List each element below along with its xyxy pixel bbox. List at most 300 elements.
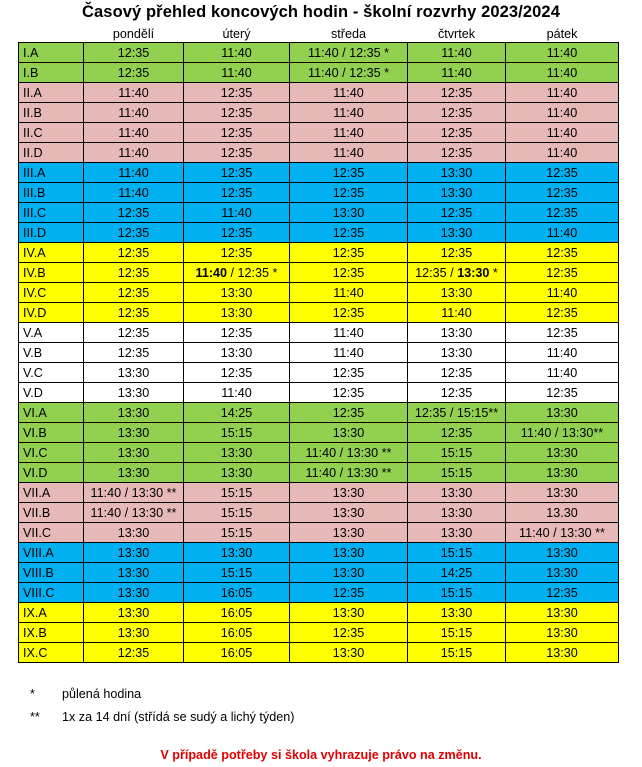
time-cell (184, 183, 290, 203)
table-row (19, 43, 619, 63)
time-text: 13:30 (440, 605, 473, 620)
time-cell (506, 263, 619, 283)
time-text: 13:30 (117, 545, 150, 560)
table-row (19, 523, 619, 543)
time-text: 11:40 (546, 125, 578, 140)
table-row (19, 323, 619, 343)
time-text: 13.30 (546, 505, 578, 520)
class-name-cell: I.B (19, 63, 84, 83)
time-cell (290, 603, 408, 623)
time-cell (84, 63, 184, 83)
time-cell (184, 123, 290, 143)
class-name-cell: VIII.C (19, 583, 84, 603)
time-cell (408, 203, 506, 223)
table-row (19, 63, 619, 83)
time-cell (184, 443, 290, 463)
time-text: 15:15 (440, 645, 473, 660)
time-cell (84, 303, 184, 323)
time-text: 12:35 (117, 325, 150, 340)
time-text: 15:15 (220, 505, 253, 520)
time-cell (184, 583, 290, 603)
legend-item (30, 687, 141, 701)
header-day: čtvrtek (437, 26, 476, 41)
time-text: 13:30 (332, 525, 365, 540)
time-cell (84, 463, 184, 483)
time-cell (408, 43, 506, 63)
time-text: 12:35 (332, 405, 365, 420)
time-text: 11:40 (118, 85, 149, 100)
time-text: 11:40 (546, 85, 578, 100)
time-cell (408, 403, 506, 423)
time-text: 13:30 (220, 465, 253, 480)
time-cell (506, 583, 619, 603)
time-text: 12:35 (117, 205, 150, 220)
time-cell (290, 263, 408, 283)
time-text: 11:40 / 13:30 ** (90, 505, 177, 520)
time-cell (506, 63, 619, 83)
time-text: 12:35 (117, 65, 150, 80)
header-day: pátek (546, 26, 578, 41)
time-cell (290, 143, 408, 163)
time-text: 11:40 / 13:30 ** (305, 445, 392, 460)
time-text: 12:35 / (415, 265, 458, 280)
time-text: 15:15 (220, 425, 253, 440)
time-text: 13:30 (332, 605, 365, 620)
page-title: Časový přehled koncových hodin - školní rozvrhy 2023/2024 (82, 3, 560, 21)
time-text: 12:35 (440, 105, 473, 120)
time-text: 12:35 (117, 245, 150, 260)
time-text: 13:30 (440, 325, 473, 340)
time-cell (184, 303, 290, 323)
time-cell (184, 603, 290, 623)
time-text: 11:40 (546, 145, 578, 160)
time-text: 11:40 (221, 205, 252, 220)
time-cell (290, 243, 408, 263)
time-cell (408, 423, 506, 443)
time-cell (506, 223, 619, 243)
time-text: 11:40 (221, 45, 252, 60)
time-cell (184, 383, 290, 403)
time-text: * (489, 265, 498, 280)
time-text: 13:30 (332, 645, 365, 660)
time-cell (506, 183, 619, 203)
time-cell (506, 563, 619, 583)
time-text: 15:15 (440, 625, 473, 640)
class-name-cell: VIII.A (19, 543, 84, 563)
time-cell (408, 503, 506, 523)
class-name-cell: V.B (19, 343, 84, 363)
time-text: 12:35 (117, 645, 150, 660)
table-row (19, 123, 619, 143)
time-text: 12:35 (332, 385, 365, 400)
legend-symbol: * (30, 687, 35, 701)
time-text: 11:40 (546, 345, 578, 360)
legend-text: 1x za 14 dní (střídá se sudý a lichý týden) (62, 710, 295, 724)
time-cell (184, 283, 290, 303)
header-day: úterý (222, 26, 251, 41)
time-cell (84, 283, 184, 303)
time-cell (408, 623, 506, 643)
time-cell (408, 323, 506, 343)
class-name-cell: IX.C (19, 643, 84, 663)
time-cell (84, 423, 184, 443)
time-text: 11:40 (221, 385, 252, 400)
time-cell (290, 583, 408, 603)
time-text: 13:30 (220, 305, 253, 320)
time-cell (84, 163, 184, 183)
class-name-cell: II.C (19, 123, 84, 143)
table-row (19, 163, 619, 183)
time-cell (184, 343, 290, 363)
time-cell (84, 143, 184, 163)
time-text: 13:30 (546, 625, 578, 640)
time-cell (290, 103, 408, 123)
time-text: 13:30 (332, 545, 365, 560)
time-cell (506, 243, 619, 263)
time-cell (506, 603, 619, 623)
table-row (19, 143, 619, 163)
time-text: 12:35 (332, 305, 365, 320)
class-name-cell: IX.A (19, 603, 84, 623)
time-cell (84, 483, 184, 503)
time-text: 13:30 (546, 445, 578, 460)
time-text: 13:30 (117, 625, 150, 640)
legend-symbol: ** (30, 710, 40, 724)
time-cell (290, 643, 408, 663)
time-text: 13:30 (546, 465, 578, 480)
table-row (19, 583, 619, 603)
time-cell (84, 343, 184, 363)
time-text: 13:30 (440, 225, 473, 240)
time-cell (84, 523, 184, 543)
time-cell (290, 423, 408, 443)
time-text: 16:05 (220, 585, 253, 600)
time-text: 11:40 (221, 65, 252, 80)
time-text: 12:35 (440, 125, 473, 140)
time-cell (184, 63, 290, 83)
table-row (19, 543, 619, 563)
header-day: středa (330, 26, 366, 41)
table-row (19, 343, 619, 363)
time-text: 12:35 (546, 305, 578, 320)
time-cell (290, 463, 408, 483)
time-cell (408, 563, 506, 583)
time-text: 11:40 (546, 65, 578, 80)
time-text: 13:30 (332, 485, 365, 500)
time-cell (408, 343, 506, 363)
time-text: 11:40 (441, 65, 472, 80)
time-text: 13:30 (117, 605, 150, 620)
time-cell (290, 203, 408, 223)
time-cell (84, 443, 184, 463)
class-name-cell: V.C (19, 363, 84, 383)
time-text: 12:35 (546, 205, 578, 220)
time-text: 11:40 (118, 145, 149, 160)
time-cell (184, 503, 290, 523)
time-text: 13:30 (332, 505, 365, 520)
time-text: 12:35 (117, 305, 150, 320)
time-cell (184, 643, 290, 663)
time-cell (290, 123, 408, 143)
time-text: / 12:35 * (227, 265, 278, 280)
time-cell (408, 263, 506, 283)
time-text: 14:25 (440, 565, 473, 580)
time-text: 12:35 (220, 165, 253, 180)
time-text: 12:35 (546, 265, 578, 280)
time-cell (506, 283, 619, 303)
time-cell (408, 123, 506, 143)
time-text: 11:40 (333, 345, 364, 360)
time-text: 13:30 (332, 425, 365, 440)
time-text: 12:35 (332, 625, 365, 640)
class-name-cell: III.B (19, 183, 84, 203)
time-text: 16:05 (220, 645, 253, 660)
time-text: 11:40 (546, 365, 578, 380)
time-text: 11:40 (118, 185, 149, 200)
time-text: 12:35 (332, 585, 365, 600)
class-name-cell: IV.A (19, 243, 84, 263)
class-name-cell: III.A (19, 163, 84, 183)
time-cell (408, 163, 506, 183)
time-cell (506, 483, 619, 503)
time-cell (184, 263, 290, 283)
table-row (19, 483, 619, 503)
time-text: 13:30 (440, 165, 473, 180)
time-text: 13:30 (546, 485, 578, 500)
time-cell (84, 363, 184, 383)
time-cell (290, 503, 408, 523)
time-cell (290, 623, 408, 643)
time-text: 15:15 (440, 465, 473, 480)
time-cell (506, 323, 619, 343)
time-text: 13:30 (117, 565, 150, 580)
time-cell (408, 143, 506, 163)
time-cell (408, 583, 506, 603)
legend-text: půlená hodina (62, 687, 142, 701)
time-cell (184, 403, 290, 423)
class-name-cell: VI.C (19, 443, 84, 463)
time-text: 12:35 (220, 225, 253, 240)
time-cell (290, 343, 408, 363)
header-row (19, 25, 619, 43)
time-text: 13:30 (220, 285, 253, 300)
time-text: 13:30 (220, 545, 253, 560)
time-text: 16:05 (220, 605, 253, 620)
time-cell (506, 163, 619, 183)
time-text: 12:35 (332, 365, 365, 380)
class-name-cell: VII.B (19, 503, 84, 523)
time-text: 12:35 (440, 245, 473, 260)
time-text: 12:35 (332, 225, 365, 240)
class-name-cell: VIII.B (19, 563, 84, 583)
time-text: 11:40 / 13:30 ** (90, 485, 177, 500)
time-cell (408, 303, 506, 323)
time-text: 12:35 (440, 205, 473, 220)
class-name-cell: II.A (19, 83, 84, 103)
time-cell (408, 363, 506, 383)
class-name-cell: VI.D (19, 463, 84, 483)
time-cell (184, 543, 290, 563)
time-text: 11:40 / 13:30** (520, 425, 604, 440)
time-cell (506, 463, 619, 483)
time-cell (408, 283, 506, 303)
time-text: 12:35 (332, 185, 365, 200)
table-row (19, 403, 619, 423)
time-cell (506, 543, 619, 563)
time-text: 13:30 (440, 485, 473, 500)
time-text: 12:35 (546, 385, 578, 400)
time-cell (290, 163, 408, 183)
time-cell (506, 123, 619, 143)
time-text: 15:15 (220, 525, 253, 540)
time-text: 11:40 / 13:30 ** (519, 525, 605, 540)
table-row (19, 503, 619, 523)
time-text: 13:30 (117, 425, 150, 440)
time-cell (408, 223, 506, 243)
time-cell (84, 263, 184, 283)
time-text: 12:35 (220, 105, 253, 120)
time-text: 11:40 (333, 145, 364, 160)
time-emphasis: 11:40 (195, 265, 228, 280)
class-name-cell: IV.B (19, 263, 84, 283)
time-text: 12:35 (332, 265, 365, 280)
time-cell (290, 523, 408, 543)
time-cell (184, 523, 290, 543)
time-cell (184, 563, 290, 583)
schedule-table (18, 25, 619, 663)
time-cell (408, 103, 506, 123)
table-row (19, 463, 619, 483)
class-name-cell: VII.C (19, 523, 84, 543)
time-cell (290, 183, 408, 203)
time-cell (290, 63, 408, 83)
class-name-cell: IX.B (19, 623, 84, 643)
time-cell (84, 403, 184, 423)
time-cell (506, 523, 619, 543)
class-name-cell: II.B (19, 103, 84, 123)
time-cell (408, 63, 506, 83)
time-cell (290, 483, 408, 503)
table-row (19, 643, 619, 663)
time-cell (184, 483, 290, 503)
time-text: 12:35 (220, 185, 253, 200)
time-cell (84, 223, 184, 243)
time-cell (184, 623, 290, 643)
table-row (19, 623, 619, 643)
time-cell (184, 83, 290, 103)
time-cell (506, 643, 619, 663)
class-name-cell: II.D (19, 143, 84, 163)
time-cell (84, 503, 184, 523)
time-text: 11:40 (118, 165, 149, 180)
time-cell (290, 443, 408, 463)
time-cell (506, 403, 619, 423)
time-cell (506, 103, 619, 123)
time-text: 12:35 (220, 145, 253, 160)
time-cell (84, 123, 184, 143)
time-cell (184, 363, 290, 383)
table-row (19, 83, 619, 103)
time-emphasis: 13:30 (457, 265, 490, 280)
time-cell (84, 183, 184, 203)
time-text: 12:35 (546, 185, 578, 200)
time-text: 13:30 (117, 385, 150, 400)
time-text: 12:35 (440, 85, 473, 100)
time-cell (408, 443, 506, 463)
time-text: 11:40 (546, 285, 578, 300)
class-name-cell: VII.A (19, 483, 84, 503)
time-text: 14:25 (220, 405, 253, 420)
change-note: V případě potřeby si škola vyhrazuje právo na změnu. (160, 748, 482, 762)
time-text: 13:30 (332, 205, 365, 220)
time-cell (506, 43, 619, 63)
time-text: 13:30 (440, 505, 473, 520)
time-cell (184, 223, 290, 243)
time-text: 16:05 (220, 625, 253, 640)
time-cell (408, 383, 506, 403)
table-row (19, 563, 619, 583)
time-text: 13:30 (546, 645, 578, 660)
time-cell (84, 203, 184, 223)
time-text: 11:40 (333, 125, 364, 140)
time-text: 12:35 (440, 145, 473, 160)
time-text: 13:30 (440, 185, 473, 200)
time-cell (408, 543, 506, 563)
class-name-cell: V.D (19, 383, 84, 403)
class-name-cell: VI.A (19, 403, 84, 423)
time-text: 11:40 (118, 125, 149, 140)
time-cell (506, 143, 619, 163)
time-cell (84, 563, 184, 583)
time-cell (290, 43, 408, 63)
table-row (19, 303, 619, 323)
time-cell (408, 523, 506, 543)
schedule-body (19, 43, 619, 663)
class-name-cell: V.A (19, 323, 84, 343)
time-text: 11:40 / 12:35 * (308, 45, 389, 60)
time-text: 11:40 (546, 225, 578, 240)
time-cell (290, 363, 408, 383)
time-cell (408, 463, 506, 483)
table-row (19, 443, 619, 463)
time-cell (290, 323, 408, 343)
time-text: 11:40 / 12:35 * (308, 65, 389, 80)
table-row (19, 363, 619, 383)
time-cell (84, 543, 184, 563)
time-text: 12:35 (220, 125, 253, 140)
time-cell (84, 103, 184, 123)
time-cell (84, 323, 184, 343)
time-cell (290, 223, 408, 243)
class-name-cell: IV.C (19, 283, 84, 303)
time-text: 13:30 (440, 345, 473, 360)
time-cell (84, 603, 184, 623)
table-row (19, 243, 619, 263)
time-text: 13:30 (332, 565, 365, 580)
legend-item (30, 710, 294, 724)
time-cell (506, 203, 619, 223)
time-text: 12:35 (220, 85, 253, 100)
time-cell (408, 83, 506, 103)
time-cell (290, 303, 408, 323)
time-cell (408, 643, 506, 663)
time-cell (184, 43, 290, 63)
time-text: 13:30 (117, 365, 150, 380)
time-cell (290, 403, 408, 423)
time-text: 12:35 (220, 365, 253, 380)
time-text: 11:40 (441, 45, 472, 60)
table-row (19, 263, 619, 283)
